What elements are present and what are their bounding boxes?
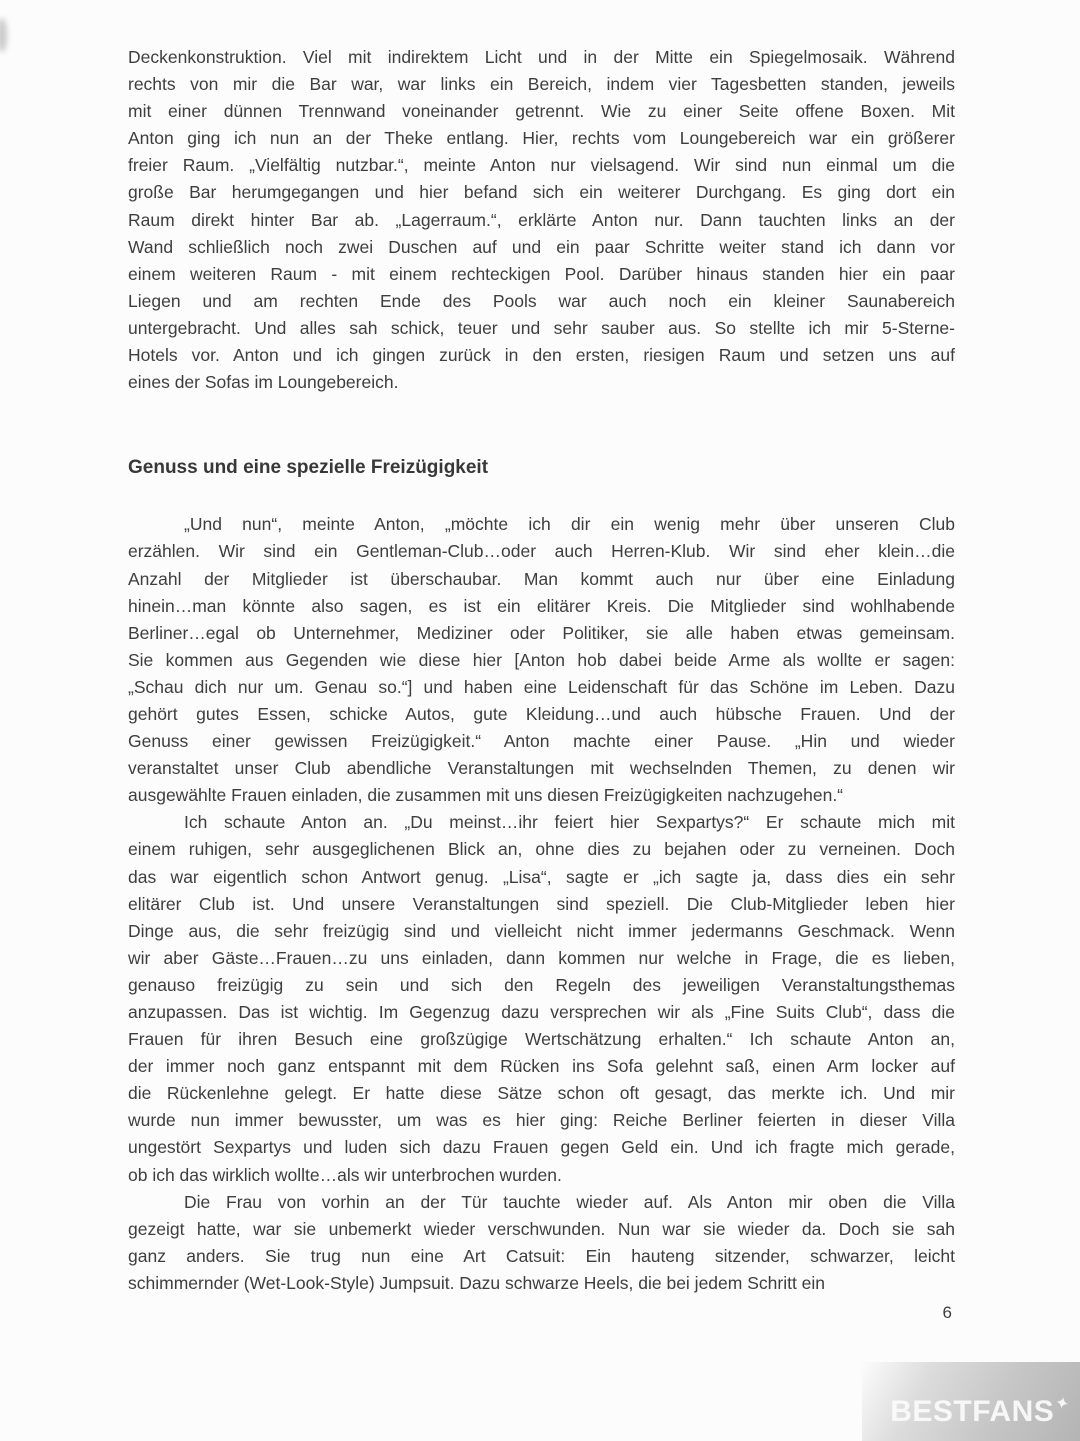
text-line: das war eigentlich schon Antwort genug. „Lisa“, sagte er „ich sagte ja, dass dies ein sehr bbox=[128, 866, 955, 887]
text-line: Anton ging ich nun an der Theke entlang. Hier, rechts vom Loungebereich war ein größerer bbox=[128, 128, 955, 149]
text-line: freier Raum. „Vielfältig nutzbar.“, meinte Anton nur vielsagend. Wir sind nun einmal um die bbox=[128, 155, 955, 176]
page-number: 6 bbox=[942, 1303, 952, 1323]
watermark-logo-text: BESTFANS bbox=[890, 1395, 1055, 1428]
paragraph bbox=[128, 44, 955, 396]
text-line: „Und nun“, meinte Anton, „möchte ich dir ein wenig mehr über unseren Club bbox=[184, 514, 955, 535]
text-line: erzählen. Wir sind ein Gentleman-Club…oder auch Herren-Klub. Wir sind eher klein…die bbox=[128, 541, 955, 562]
text-line: die Rückenlehne gelegt. Er hatte diese Sätze schon oft gesagt, das merkte ich. Und mir bbox=[128, 1083, 955, 1104]
paragraph bbox=[128, 511, 955, 809]
text-line: ganz anders. Sie trug nun eine Art Catsuit: Ein hauteng sitzender, schwarzer, leicht bbox=[128, 1245, 955, 1266]
paragraph bbox=[128, 1189, 955, 1297]
text-line: wurde nun immer bewusster, um was es hier ging: Reiche Berliner feierten in dieser Villa bbox=[128, 1110, 955, 1131]
watermark-logo bbox=[890, 1392, 1072, 1428]
text-line: rechts von mir die Bar war, war links ein Bereich, indem vier Tagesbetten standen, jeweils bbox=[128, 74, 955, 95]
text-line: Anzahl der Mitglieder ist überschaubar. Man kommt auch nur über eine Einladung bbox=[128, 568, 955, 589]
text-line: genauso freizügig zu sein und sich den Regeln des jeweiligen Veranstaltungsthemas bbox=[128, 974, 955, 995]
paragraph bbox=[128, 809, 955, 1188]
star-icon: ✦ bbox=[1053, 1392, 1072, 1415]
text-line: hinein…man könnte also sagen, es ist ein elitärer Kreis. Die Mitglieder sind wohlhabende bbox=[128, 595, 955, 616]
text-line: Genuss einer gewissen Freizügigkeit.“ Anton machte einer Pause. „Hin und wieder bbox=[128, 731, 955, 752]
text-line: gezeigt hatte, war sie unbemerkt wieder verschwunden. Nun war sie wieder da. Doch sie sah bbox=[128, 1218, 955, 1239]
text-line: mit einer dünnen Trennwand voneinander getrennt. Wie zu einer Seite offene Boxen. Mit bbox=[128, 101, 955, 122]
text-line: Ich schaute Anton an. „Du meinst…ihr feiert hier Sexpartys?“ Er schaute mich mit bbox=[184, 812, 955, 833]
text-line: anzupassen. Das ist wichtig. Im Gegenzug dazu versprechen wir als „Fine Suits Club“, dass die bbox=[128, 1002, 955, 1022]
text-line: Hotels vor. Anton und ich gingen zurück in den ersten, riesigen Raum und setzen uns auf bbox=[128, 345, 955, 366]
text-line: Die Frau von vorhin an der Tür tauchte wieder auf. Als Anton mir oben die Villa bbox=[184, 1191, 955, 1212]
text-line: der immer noch ganz entspannt mit dem Rücken ins Sofa gelehnt saß, einen Arm locker auf bbox=[128, 1056, 955, 1077]
text-line: elitärer Club ist. Und unsere Veranstaltungen sind speziell. Die Club-Mitglieder leben hier bbox=[128, 893, 955, 914]
text-line: Liegen und am rechten Ende des Pools war auch noch ein kleiner Saunabereich bbox=[128, 290, 955, 311]
text-line: einem ruhigen, sehr ausgeglichenen Blick an, ohne dies zu bejahen oder zu verneinen. Doch bbox=[128, 839, 955, 860]
section-heading: Genuss und eine spezielle Freizügigkeit bbox=[128, 457, 489, 479]
page-body bbox=[128, 44, 955, 1326]
text-line: Sie kommen aus Gegenden wie diese hier [Anton hob dabei beide Arme als wollte er sagen: bbox=[128, 649, 955, 670]
text-line: Dinge aus, die sehr freizügig sind und vielleicht nicht immer jedermanns Geschmack. Wenn bbox=[128, 920, 955, 941]
text-line: Deckenkonstruktion. Viel mit indirektem Licht und in der Mitte ein Spiegelmosaik. Während bbox=[128, 47, 955, 67]
text-line: ausgewählte Frauen einladen, die zusammen mit uns diesen Freizügigkeiten nachzugehen.“ bbox=[128, 785, 844, 806]
watermark-badge bbox=[862, 1362, 1080, 1441]
text-line: eines der Sofas im Loungebereich. bbox=[128, 372, 399, 393]
text-line: einem weiteren Raum - mit einem rechteckigen Pool. Darüber hinaus standen hier ein paar bbox=[128, 263, 955, 284]
text-line: wir aber Gäste…Frauen…zu uns einladen, dann kommen nur welche in Frage, die es lieben, bbox=[128, 947, 955, 968]
text-line: untergebracht. Und alles sah schick, teuer und sehr sauber aus. So stellte ich mir 5-Sterne- bbox=[128, 317, 955, 338]
text-line: gehört gutes Essen, schicke Autos, gute Kleidung…und auch hübsche Frauen. Und der bbox=[128, 703, 955, 724]
text-line: veranstaltet unser Club abendliche Veranstaltungen mit wechselnden Themen, zu denen wir bbox=[128, 758, 955, 779]
text-line: ob ich das wirklich wollte…als wir unterbrochen wurden. bbox=[128, 1164, 562, 1185]
text-line: Wand schließlich noch zwei Duschen auf und ein paar Schritte weiter stand ich dann vor bbox=[128, 236, 955, 257]
text-line: ungestört Sexpartys und luden sich dazu Frauen gegen Geld ein. Und ich fragte mich gerade, bbox=[128, 1137, 955, 1158]
text-line: große Bar herumgegangen und hier befand sich ein weiterer Durchgang. Es ging dort ein bbox=[128, 182, 955, 203]
text-line: schimmernder (Wet-Look-Style) Jumpsuit. Dazu schwarze Heels, die bei jedem Schritt ein bbox=[128, 1272, 826, 1293]
scan-artifact bbox=[0, 18, 7, 52]
text-line: „Schau dich nur um. Genau so.“] und haben eine Leidenschaft für das Schöne im Leben. Dazu bbox=[128, 676, 955, 697]
text-line: Frauen für ihren Besuch eine großzügige Wertschätzung erhalten.“ Ich schaute Anton an, bbox=[128, 1029, 955, 1050]
text-line: Raum direkt hinter Bar ab. „Lagerraum.“, erklärte Anton nur. Dann tauchten links an der bbox=[128, 209, 955, 230]
text-line: Berliner…egal ob Unternehmer, Mediziner oder Politiker, sie alle haben etwas gemeinsam. bbox=[128, 622, 955, 643]
